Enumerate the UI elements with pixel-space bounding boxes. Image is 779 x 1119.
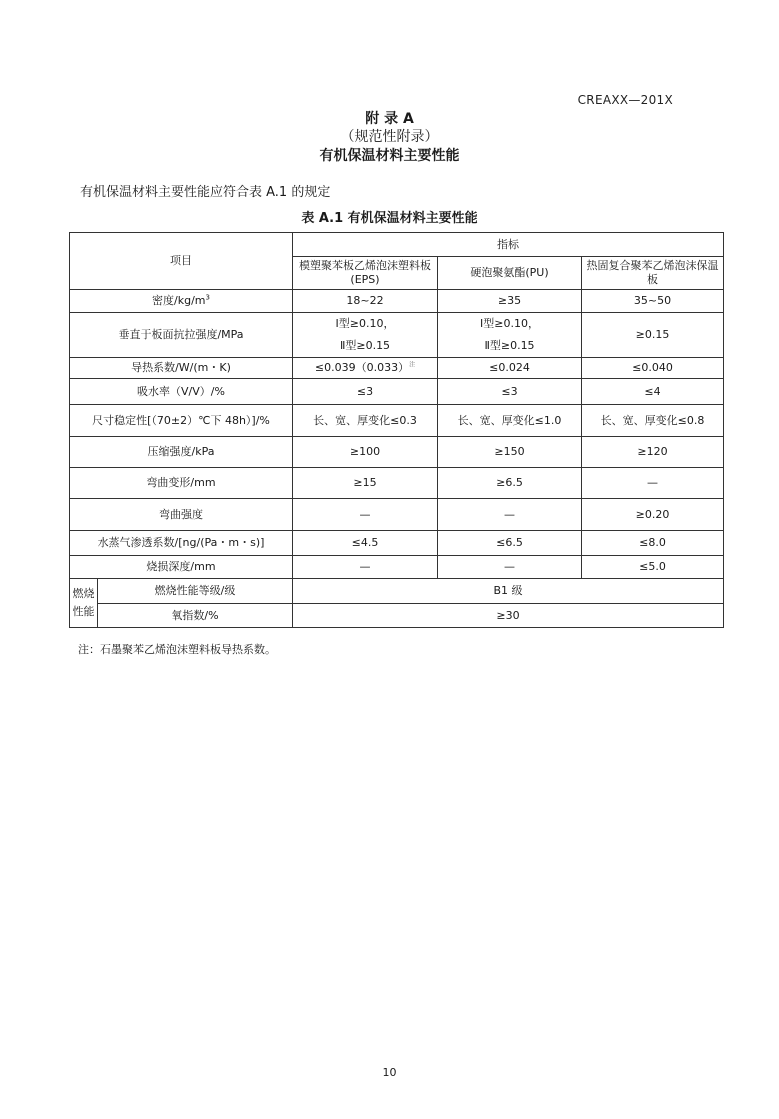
table-row — [70, 579, 724, 604]
cell-line: Ⅱ型≥0.15 — [484, 339, 535, 352]
document-code: CREAXX—201X — [577, 93, 673, 107]
superscript: 3 — [205, 293, 210, 302]
cell-pu: ≥35 — [438, 290, 582, 313]
normative-label: （规范性附录） — [340, 129, 439, 145]
cell-eps: 18~22 — [293, 290, 438, 313]
row-label: 燃烧性能等级/级 — [98, 579, 293, 604]
appendix-heading: 附 录 A — [365, 111, 414, 127]
cell-oxygen-index: ≥30 — [293, 604, 724, 628]
header-indicator: 指标 — [293, 233, 724, 257]
row-label: 弯曲强度 — [70, 499, 293, 531]
cell-composite: ≥0.20 — [582, 499, 724, 531]
cell-pu: ≥6.5 — [438, 468, 582, 499]
cell-line: Ⅱ型≥0.15 — [339, 339, 391, 352]
cell-line: Ⅰ型≥0.10， — [480, 317, 539, 330]
header-composite: 热固复合聚苯乙烯泡沫保温板 — [582, 257, 724, 290]
cell-line: Ⅰ型≥0.10， — [335, 317, 395, 330]
cell-composite: ≤4 — [582, 379, 724, 405]
cell-value: ≤0.039（0.033） — [314, 361, 410, 374]
header-eps: 模塑聚苯板乙烯泡沫塑料板(EPS) — [293, 257, 438, 290]
table-row — [70, 358, 724, 379]
cell-pu: 长、宽、厚变化≤1.0 — [438, 405, 582, 437]
row-label: 导热系数/W/(m・K) — [70, 358, 293, 379]
combustion-group-label: 燃烧性能 — [70, 579, 98, 628]
row-label: 吸水率（V/V）/% — [70, 379, 293, 405]
row-label: 压缩强度/kPa — [70, 437, 293, 468]
cell-eps: — — [293, 556, 438, 579]
table-row — [70, 379, 724, 405]
header-item: 项目 — [70, 233, 293, 290]
footnote: 注：石墨聚苯乙烯泡沫塑料板导热系数。 — [78, 643, 276, 656]
cell-eps — [293, 358, 438, 379]
row-label-text: 密度/kg/m — [152, 294, 206, 307]
table-row — [70, 604, 724, 628]
row-label — [70, 290, 293, 313]
cell-pu: ≤6.5 — [438, 531, 582, 556]
cell-pu: — — [438, 499, 582, 531]
table-row — [70, 437, 724, 468]
row-label: 水蒸气渗透系数/[ng/(Pa・m・s)] — [70, 531, 293, 556]
intro-paragraph: 有机保温材料主要性能应符合表 A.1 的规定 — [80, 185, 331, 200]
table-row — [70, 405, 724, 437]
cell-eps — [293, 313, 438, 358]
cell-eps: ≤3 — [293, 379, 438, 405]
table-row — [70, 290, 724, 313]
appendix-title: 有机保温材料主要性能 — [319, 148, 460, 164]
cell-pu: ≤0.024 — [438, 358, 582, 379]
cell-composite: — — [582, 468, 724, 499]
table-row — [70, 556, 724, 579]
row-label: 氧指数/% — [98, 604, 293, 628]
page-number: 10 — [382, 1066, 397, 1079]
row-label: 垂直于板面抗拉强度/MPa — [70, 313, 293, 358]
header-pu: 硬泡聚氨酯(PU) — [438, 257, 582, 290]
row-label: 尺寸稳定性[（70±2）℃下 48h）]/% — [70, 405, 293, 437]
cell-eps: ≥100 — [293, 437, 438, 468]
cell-eps: — — [293, 499, 438, 531]
cell-eps: 长、宽、厚变化≤0.3 — [293, 405, 438, 437]
cell-pu — [438, 313, 582, 358]
cell-composite: ≥120 — [582, 437, 724, 468]
row-label: 烧损深度/mm — [70, 556, 293, 579]
cell-composite: 长、宽、厚变化≤0.8 — [582, 405, 724, 437]
cell-composite: ≤5.0 — [582, 556, 724, 579]
note-marker: 注 — [409, 361, 416, 369]
cell-eps: ≥15 — [293, 468, 438, 499]
table-row — [70, 531, 724, 556]
cell-combustion-grade: B1 级 — [293, 579, 724, 604]
table-row — [70, 499, 724, 531]
row-label: 弯曲变形/mm — [70, 468, 293, 499]
cell-pu: — — [438, 556, 582, 579]
cell-composite: ≥0.15 — [582, 313, 724, 358]
cell-eps: ≤4.5 — [293, 531, 438, 556]
cell-pu: ≤3 — [438, 379, 582, 405]
cell-composite: ≤8.0 — [582, 531, 724, 556]
table-row — [70, 313, 724, 358]
cell-composite: 35~50 — [582, 290, 724, 313]
cell-pu: ≥150 — [438, 437, 582, 468]
table-caption: 表 A.1 有机保温材料主要性能 — [301, 211, 478, 226]
cell-composite: ≤0.040 — [582, 358, 724, 379]
table-row — [70, 468, 724, 499]
properties-table — [69, 232, 724, 628]
